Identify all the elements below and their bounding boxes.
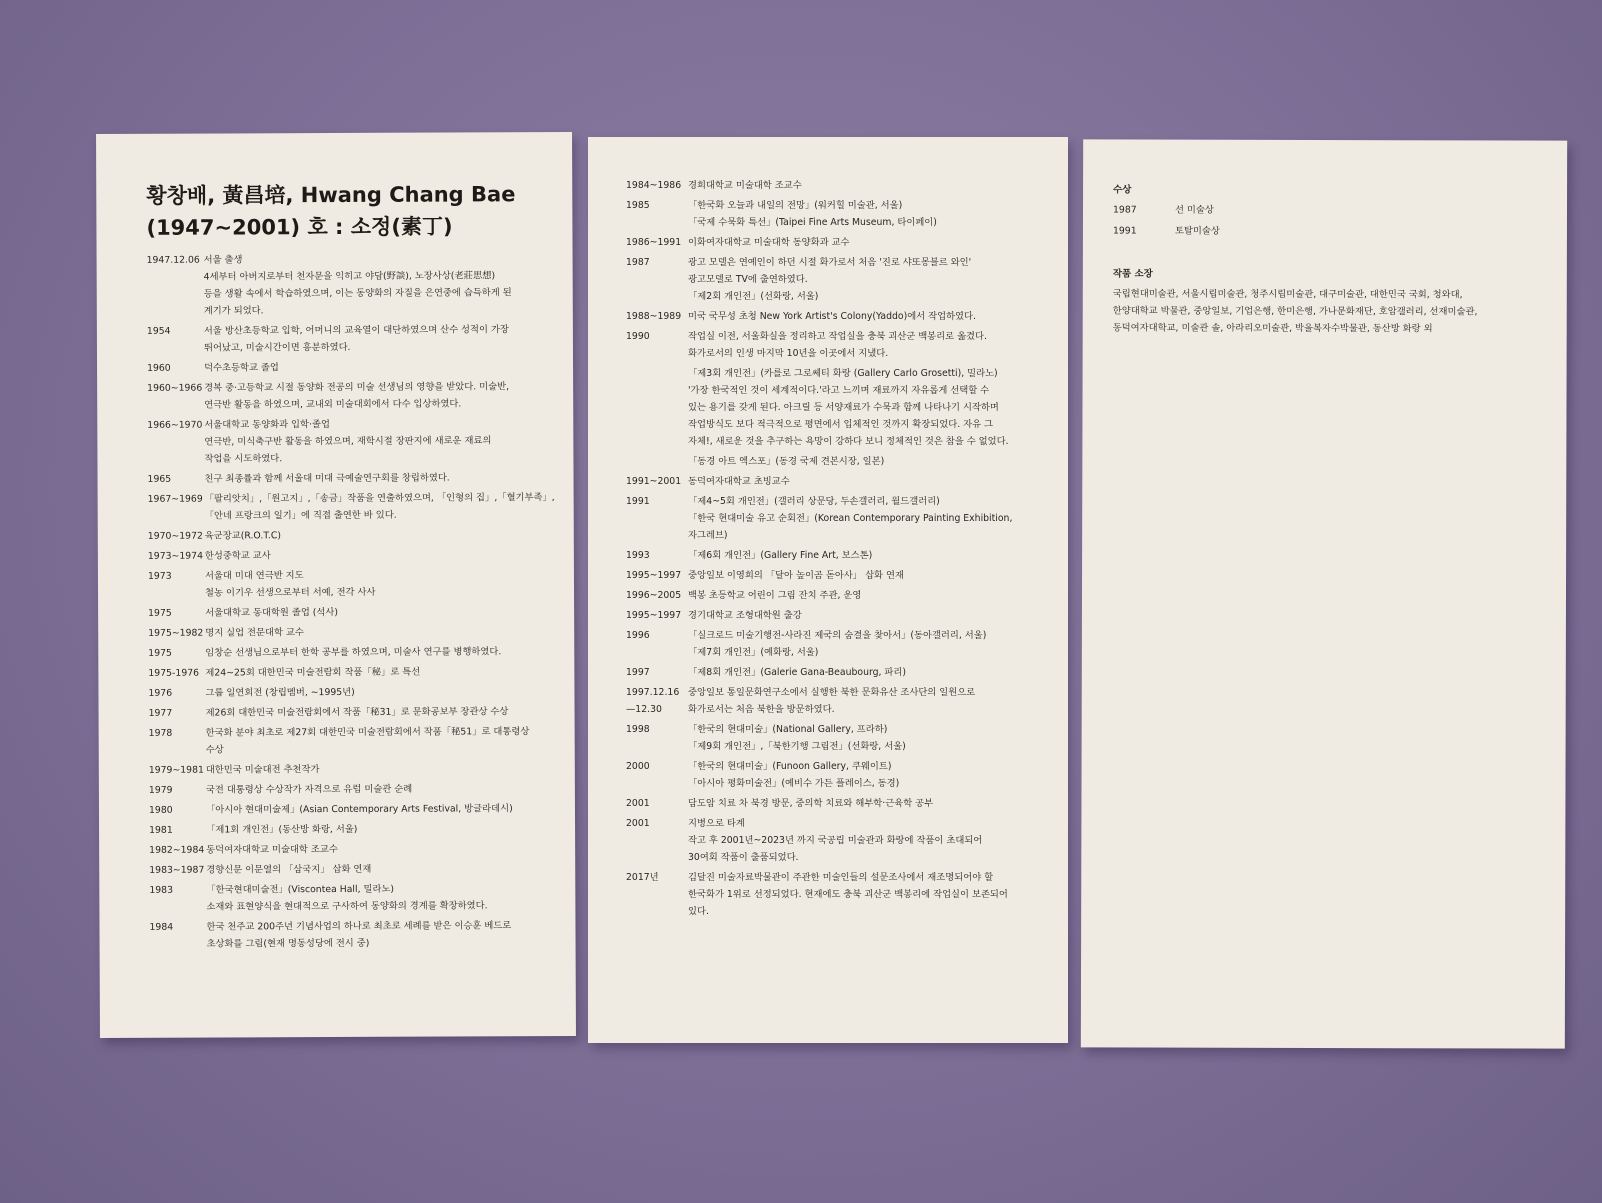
entry-year: 1998 (626, 724, 650, 735)
entry-line: '가장 한국적인 것이 세계적이다.'라고 느끼며 재료까지 자유롭게 선택할 수 (688, 385, 990, 396)
chronology-left (146, 250, 555, 956)
entry-text (205, 663, 548, 681)
collection-line: 국립현대미술관, 서울시립미술관, 청주시립미술관, 대구미술관, 대한민국 국회, 청와대, (1112, 288, 1463, 301)
chronology-entry (149, 820, 549, 839)
collection-line: 동덕여자대학교, 미술관 솔, 아라리오미술관, 박을복자수박물관, 동산방 화랑 외 (1112, 322, 1433, 335)
entry-line: 「아시아 현대미술제」(Asian Contemporary Arts Festival, 방글라데시) (205, 803, 513, 816)
entry-text (206, 880, 549, 915)
entry-year (626, 453, 688, 470)
award-row (1113, 222, 1220, 240)
right-panel (1081, 139, 1567, 1048)
entry-year: 1975 (148, 607, 172, 619)
entry-year: 1980 (148, 804, 173, 816)
chronology-entry (149, 800, 549, 819)
chronology-entry (626, 453, 1042, 470)
entry-line: 등을 생활 속에서 학습하였으며, 이는 동양화의 자질을 은연중에 습득하게 된 (203, 287, 512, 300)
entry-year: 1984~1986 (626, 180, 682, 191)
entry-line: 「제6회 개인전」(Gallery Fine Art, 보스톤) (688, 550, 873, 561)
entry-line: 「안네 프랑크의 일기」에 직접 출연한 바 있다. (204, 509, 397, 522)
chronology-entry (148, 643, 548, 662)
entry-year: 1960 (147, 362, 171, 374)
entry-line: 「제4~5회 개인전」(갤러리 상문당, 두손갤러리, 월드갤러리) (688, 496, 940, 507)
chronology-entry (147, 415, 547, 468)
entry-text (688, 328, 1042, 362)
award-row (1113, 201, 1214, 219)
collection-list (1113, 285, 1539, 337)
chronology-entry (626, 234, 1042, 251)
entry-text (205, 489, 555, 525)
entry-line: 「제1회 개인전」(동산방 화랑, 서울) (206, 823, 358, 836)
entry-line: 자체!, 새로운 것을 추구하는 욕망이 강하다 보니 정체적인 것은 참을 수 없었다. (688, 436, 1009, 447)
entry-text (688, 684, 1042, 718)
entry-text (206, 917, 549, 952)
entry-text (205, 643, 548, 661)
entry-text (206, 800, 549, 818)
award-name: 선 미술상 (1174, 204, 1214, 216)
chronology-entry (147, 250, 547, 320)
entry-line: 있다. (688, 906, 709, 917)
entry-year: 1979~1981 (148, 764, 204, 776)
entry-text (206, 723, 549, 758)
entry-line: 경향신문 이문열의 「삼국지」 삽화 연재 (206, 863, 372, 876)
entry-line: 육군장교(R.O.T.C) (204, 530, 281, 542)
collection-heading: 작품 소장 (1112, 268, 1153, 280)
entry-line: 대한민국 미술대전 추천작가 (205, 764, 320, 776)
entry-text (204, 250, 547, 319)
entry-line: 연극반 활동을 하였으며, 교내외 미술대회에서 다수 입상하였다. (204, 398, 462, 411)
entry-line: 경복 중·고등학교 시절 동양화 전공의 미술 선생님의 영향을 받았다. 미술반, (204, 381, 510, 394)
entry-line: 수상 (205, 744, 224, 756)
entry-year: 1990 (626, 331, 650, 342)
entry-year: 1984 (149, 921, 174, 933)
entry-line: 초상화를 그림(현재 명동성당에 전시 중) (206, 937, 370, 950)
entry-year: 1975~1982 (148, 627, 204, 639)
entry-year: 1975 (148, 647, 172, 659)
entry-text (688, 664, 1042, 681)
entry-text (688, 627, 1042, 661)
entry-line: 미국 국무성 초청 New York Artist's Colony(Yaddo)에서 작업하였다. (688, 311, 976, 322)
chronology-entry (148, 469, 548, 488)
entry-year: 1987 (626, 257, 650, 268)
entry-year: 1995~1997 (626, 610, 682, 621)
entry-text (204, 469, 547, 487)
chronology-entry (148, 603, 548, 622)
chronology-entry (148, 623, 548, 642)
entry-year: 1960~1966 (147, 382, 203, 394)
entry-line: 지병으로 타계 (688, 818, 745, 829)
entry-year: 1973~1974 (147, 550, 204, 562)
chronology-entry (149, 780, 549, 799)
entry-text (688, 177, 1042, 194)
entry-year: 1978 (148, 727, 173, 739)
entry-line: 한성중학교 교사 (204, 550, 271, 562)
entry-text (205, 546, 548, 564)
entry-line: 소재와 표현양식을 현대적으로 구사하여 동양화의 경계를 확장하였다. (206, 900, 488, 913)
entry-year: 2017년 (626, 872, 659, 883)
chronology-entry (626, 365, 1042, 450)
entry-line: 동덕여자대학교 미술대학 조교수 (206, 843, 338, 856)
entry-line: 친구 최종률과 함께 서울대 미대 극예술연구회를 창립하였다. (204, 472, 450, 485)
entry-text (688, 869, 1042, 920)
entry-year: 2001 (626, 818, 650, 829)
entry-year: 1986~1991 (626, 237, 682, 248)
chronology-entry (149, 723, 549, 759)
entry-line: 경기대학교 조형대학원 출강 (688, 610, 802, 621)
chronology-entry (626, 815, 1042, 866)
chronology-entry (149, 917, 549, 953)
entry-line: 중앙일보 통일문화연구소에서 실행한 북한 문화유산 조사단의 일원으로 (688, 687, 976, 698)
entry-text (688, 254, 1042, 305)
entry-text (204, 358, 547, 376)
entry-line: 백봉 초등학교 어린이 그림 잔치 주관, 운영 (688, 590, 862, 601)
chronology-entry (147, 378, 547, 414)
entry-line: 계기가 되었다. (203, 305, 264, 317)
entry-line: 작고 후 2001년~2023년 까지 국공립 미술관과 화랑에 작품이 초대되어 (688, 835, 983, 846)
entry-text (688, 308, 1042, 325)
chronology-entry (626, 795, 1042, 812)
entry-year (626, 365, 688, 450)
entry-line: 광고모델로 TV에 출연하였다. (688, 274, 808, 285)
entry-line: 덕수초등학교 졸업 (204, 362, 279, 374)
entry-year: 1979 (148, 784, 173, 796)
entry-text (204, 415, 547, 467)
chronology-entry (149, 840, 549, 859)
entry-year: 1947.12.06 (146, 254, 200, 266)
entry-text (688, 453, 1042, 470)
entry-year: 1991~2001 (626, 476, 682, 487)
entry-text (688, 758, 1042, 792)
entry-line: 4세부터 아버지로부터 천자문을 익히고 야담(野談), 노장사상(老莊思想) (203, 270, 496, 283)
entry-text (204, 378, 547, 413)
entry-line: 화가로서의 인생 마지막 10년을 이곳에서 지냈다. (688, 348, 889, 359)
entry-line: 「팔리앗치」,「원고지」,「송금」작품을 연출하였으며, 「인형의 집」,「혈기부족」, (204, 492, 555, 505)
chronology-middle (626, 177, 1042, 923)
entry-text (688, 473, 1042, 490)
chronology-entry (149, 760, 549, 779)
entry-year: 1997.12.16 —12.30 (626, 687, 680, 715)
chronology-entry (626, 493, 1042, 544)
awards-heading: 수상 (1113, 184, 1132, 196)
middle-panel (588, 137, 1068, 1043)
entry-line: 광고 모델은 연예인이 하던 시절 화가로서 처음 '진로 샤또몽블르 와인' (688, 257, 972, 268)
entry-year: 1985 (626, 200, 650, 211)
entry-text (206, 760, 549, 778)
entry-line: 제26회 대한민국 미술전람회에서 작품「秘31」로 문화공보부 장관상 수상 (205, 706, 509, 719)
entry-year: 1996 (626, 630, 650, 641)
entry-text (205, 526, 548, 544)
entry-line: 담도암 치료 차 북경 방문, 중의학 치료와 해부학·근육학 공부 (688, 798, 934, 809)
entry-line: 자그레브) (688, 530, 728, 541)
entry-line: 연극반, 미식축구반 활동을 하였으며, 재학시절 장판지에 새로운 재료의 (204, 435, 492, 448)
entry-line: 작업실 이전, 서울화실을 정리하고 작업실을 충북 괴산군 백봉리로 옮겼다. (688, 331, 987, 342)
chronology-entry (148, 566, 548, 602)
entry-line: 동덕여자대학교 초빙교수 (688, 476, 790, 487)
entry-line: 「제9회 개인전」,「북한기행 그림전」(선화랑, 서울) (688, 741, 906, 752)
entry-text (206, 840, 549, 858)
entry-text (205, 566, 548, 601)
entry-text (688, 815, 1042, 866)
entry-line: 중앙일보 이영희의 「달아 높이곰 돋아사」 삽화 연재 (688, 570, 904, 581)
chronology-entry (148, 546, 548, 565)
entry-line: 「한국의 현대미술」(Funoon Gallery, 쿠웨이트) (688, 761, 892, 772)
entry-text (688, 547, 1042, 564)
entry-text (688, 587, 1042, 604)
chronology-entry (626, 664, 1042, 681)
entry-line: 「실크로드 미술기행전-사라진 제국의 숨결을 찾아서」(동아갤러리, 서울) (688, 630, 987, 641)
entry-year: 1954 (146, 325, 171, 337)
entry-line: 철농 이기우 선생으로부터 서예, 전각 사사 (205, 586, 376, 599)
chronology-entry (147, 321, 547, 357)
chronology-entry (626, 758, 1042, 792)
entry-line: 서울 출생 (203, 254, 243, 266)
chronology-entry (149, 880, 549, 916)
chronology-entry (626, 177, 1042, 194)
entry-year: 1983 (149, 884, 174, 896)
entry-text (205, 683, 548, 701)
chronology-entry (147, 358, 547, 377)
entry-text (205, 623, 548, 641)
entry-line: 서울대학교 동양화과 입학·졸업 (204, 419, 330, 431)
entry-line: 서울대 미대 연극반 지도 (204, 570, 304, 582)
entry-text (688, 721, 1042, 755)
award-name: 토탈미술상 (1174, 225, 1220, 237)
chronology-entry (626, 607, 1042, 624)
entry-year: 2001 (626, 798, 650, 809)
entry-text (204, 321, 547, 356)
entry-line: 한국화 분야 최초로 제27회 대한민국 미술전람회에서 작품「秘51」로 대통령상 (205, 726, 530, 739)
entry-text (688, 234, 1042, 251)
entry-year: 1991 (626, 496, 650, 507)
chronology-entry (626, 587, 1042, 604)
chronology-entry (626, 328, 1042, 362)
entry-line: 「제3회 개인전」(카를로 그로쎄티 화랑 (Gallery Carlo Grosetti), 밀라노) (688, 368, 998, 379)
entry-text (688, 197, 1042, 231)
entry-line: 「국제 수묵화 특선」(Taipei Fine Arts Museum, 타이페이) (688, 217, 937, 228)
entry-line: 「제8회 개인전」(Galerie Gana-Beaubourg, 파리) (688, 667, 907, 678)
chronology-entry (626, 567, 1042, 584)
entry-line: 「한국현대미술전」(Viscontea Hall, 밀라노) (206, 883, 395, 896)
entry-text (688, 365, 1042, 450)
entry-line: 작업을 시도하였다. (204, 453, 283, 465)
entry-year: 1965 (147, 473, 172, 485)
chronology-entry (626, 254, 1042, 305)
award-year: 1987 (1112, 204, 1137, 216)
entry-year: 1976 (148, 687, 173, 699)
chronology-entry (626, 547, 1042, 564)
entry-year: 1997 (626, 667, 650, 678)
entry-text (206, 703, 549, 721)
entry-line: 임창순 선생님으로부터 한학 공부를 하였으며, 미술사 연구를 병행하였다. (205, 646, 502, 659)
entry-year: 1967~1969 (147, 493, 203, 505)
entry-year: 1973 (147, 570, 172, 582)
entry-line: 국전 대통령상 수상작가 자격으로 유럽 미술관 순례 (205, 783, 413, 796)
entry-line: 「제7회 개인전」(예화랑, 서울) (688, 647, 819, 658)
entry-text (688, 567, 1042, 584)
entry-line: 뛰어났고, 미술시간이면 흥분하였다. (203, 341, 351, 354)
entry-text (206, 820, 549, 838)
chronology-entry (626, 197, 1042, 231)
entry-year: 1996~2005 (626, 590, 682, 601)
entry-line: 그룹 일연회전 (창립멤버, ~1995년) (205, 686, 355, 699)
artist-title (146, 178, 515, 244)
entry-year: 1975-1976 (148, 667, 200, 679)
entry-text (206, 860, 549, 878)
entry-year: 2000 (626, 761, 650, 772)
chronology-entry (626, 869, 1042, 920)
entry-year: 1970~1972 (147, 530, 203, 542)
entry-line: 이화여자대학교 미술대학 동양화과 교수 (688, 237, 850, 248)
entry-line: 서울 방산초등학교 입학, 어머니의 교육열이 대단하였으며 산수 성적이 가장 (203, 324, 509, 337)
entry-text (688, 493, 1042, 544)
award-year: 1991 (1112, 225, 1137, 237)
entry-line: 김달진 미술자료박물관이 주관한 미술인들의 설문조사에서 재조명되어야 할 (688, 872, 994, 883)
entry-line: 화가로서는 처음 북한을 방문하였다. (688, 704, 835, 715)
entry-text (688, 795, 1042, 812)
entry-line: 「한국 현대미술 유고 순회전」(Korean Contemporary Painting Exhibition, (688, 513, 1013, 524)
chronology-entry (148, 526, 548, 545)
entry-year: 1977 (148, 707, 173, 719)
left-panel (96, 132, 576, 1038)
entry-year: 1982~1984 (149, 844, 205, 856)
collection-line: 한양대학교 박물관, 중앙일보, 기업은행, 한미은행, 가나문화재단, 호암갤러리, 선재미술관, (1112, 305, 1478, 318)
entry-year: 1995~1997 (626, 570, 682, 581)
entry-line: 한국 천주교 200주년 기념사업의 하나로 최초로 세례를 받은 이승훈 베드로 (206, 920, 512, 933)
chronology-entry (149, 703, 549, 722)
entry-text (688, 607, 1042, 624)
entry-line: 「한국의 현대미술」(National Gallery, 프라하) (688, 724, 888, 735)
chronology-entry (147, 489, 555, 525)
entry-text (206, 780, 549, 798)
entry-year: 1981 (149, 824, 173, 836)
entry-line: 30여회 작품이 출품되었다. (688, 852, 799, 863)
entry-line: 제24~25회 대한민국 미술전람회 작품「秘」로 특선 (205, 666, 421, 679)
chronology-entry (626, 627, 1042, 661)
entry-line: 경희대학교 미술대학 조교수 (688, 180, 802, 191)
title-line-2: (1947~2001) 호 : 소정(素丁) (146, 214, 453, 240)
entry-line: 「동경 아트 엑스포」(동경 국제 견본시장, 일본) (688, 456, 885, 467)
chronology-entry (626, 308, 1042, 325)
entry-line: 작업방식도 보다 적극적으로 평면에서 입체적인 것까지 확장되었다. 자유 그 (688, 419, 994, 430)
entry-line: 한국화가 1위로 선정되었다. 현재에도 충북 괴산군 백봉리에 작업실이 보존되어 (688, 889, 1008, 900)
entry-line: 서울대학교 동대학원 졸업 (석사) (205, 606, 339, 619)
entry-year: 1983~1987 (149, 864, 205, 876)
entry-year: 1993 (626, 550, 650, 561)
chronology-entry (626, 473, 1042, 490)
entry-text (205, 603, 548, 621)
entry-line: 명지 실업 전문대학 교수 (205, 627, 304, 639)
chronology-entry (148, 663, 548, 682)
chronology-entry (149, 860, 549, 879)
chronology-entry (626, 684, 1042, 718)
entry-line: 「제2회 개인전」(선화랑, 서울) (688, 291, 819, 302)
entry-line: 「한국화 오늘과 내일의 전망」(워커힐 미술관, 서울) (688, 200, 903, 211)
chronology-entry (626, 721, 1042, 755)
entry-year: 1988~1989 (626, 311, 682, 322)
title-line-1: 황창배, 黃昌培, Hwang Chang Bae (146, 182, 516, 208)
entry-year: 1966~1970 (147, 419, 203, 431)
chronology-entry (148, 683, 548, 702)
entry-line: 「아시아 평화미술전」(예비수 가든 플레이스, 동경) (688, 778, 900, 789)
entry-line: 있는 용기를 갖게 된다. 아크릴 등 서양재료가 수묵과 함께 나타나기 시작하며 (688, 402, 999, 413)
